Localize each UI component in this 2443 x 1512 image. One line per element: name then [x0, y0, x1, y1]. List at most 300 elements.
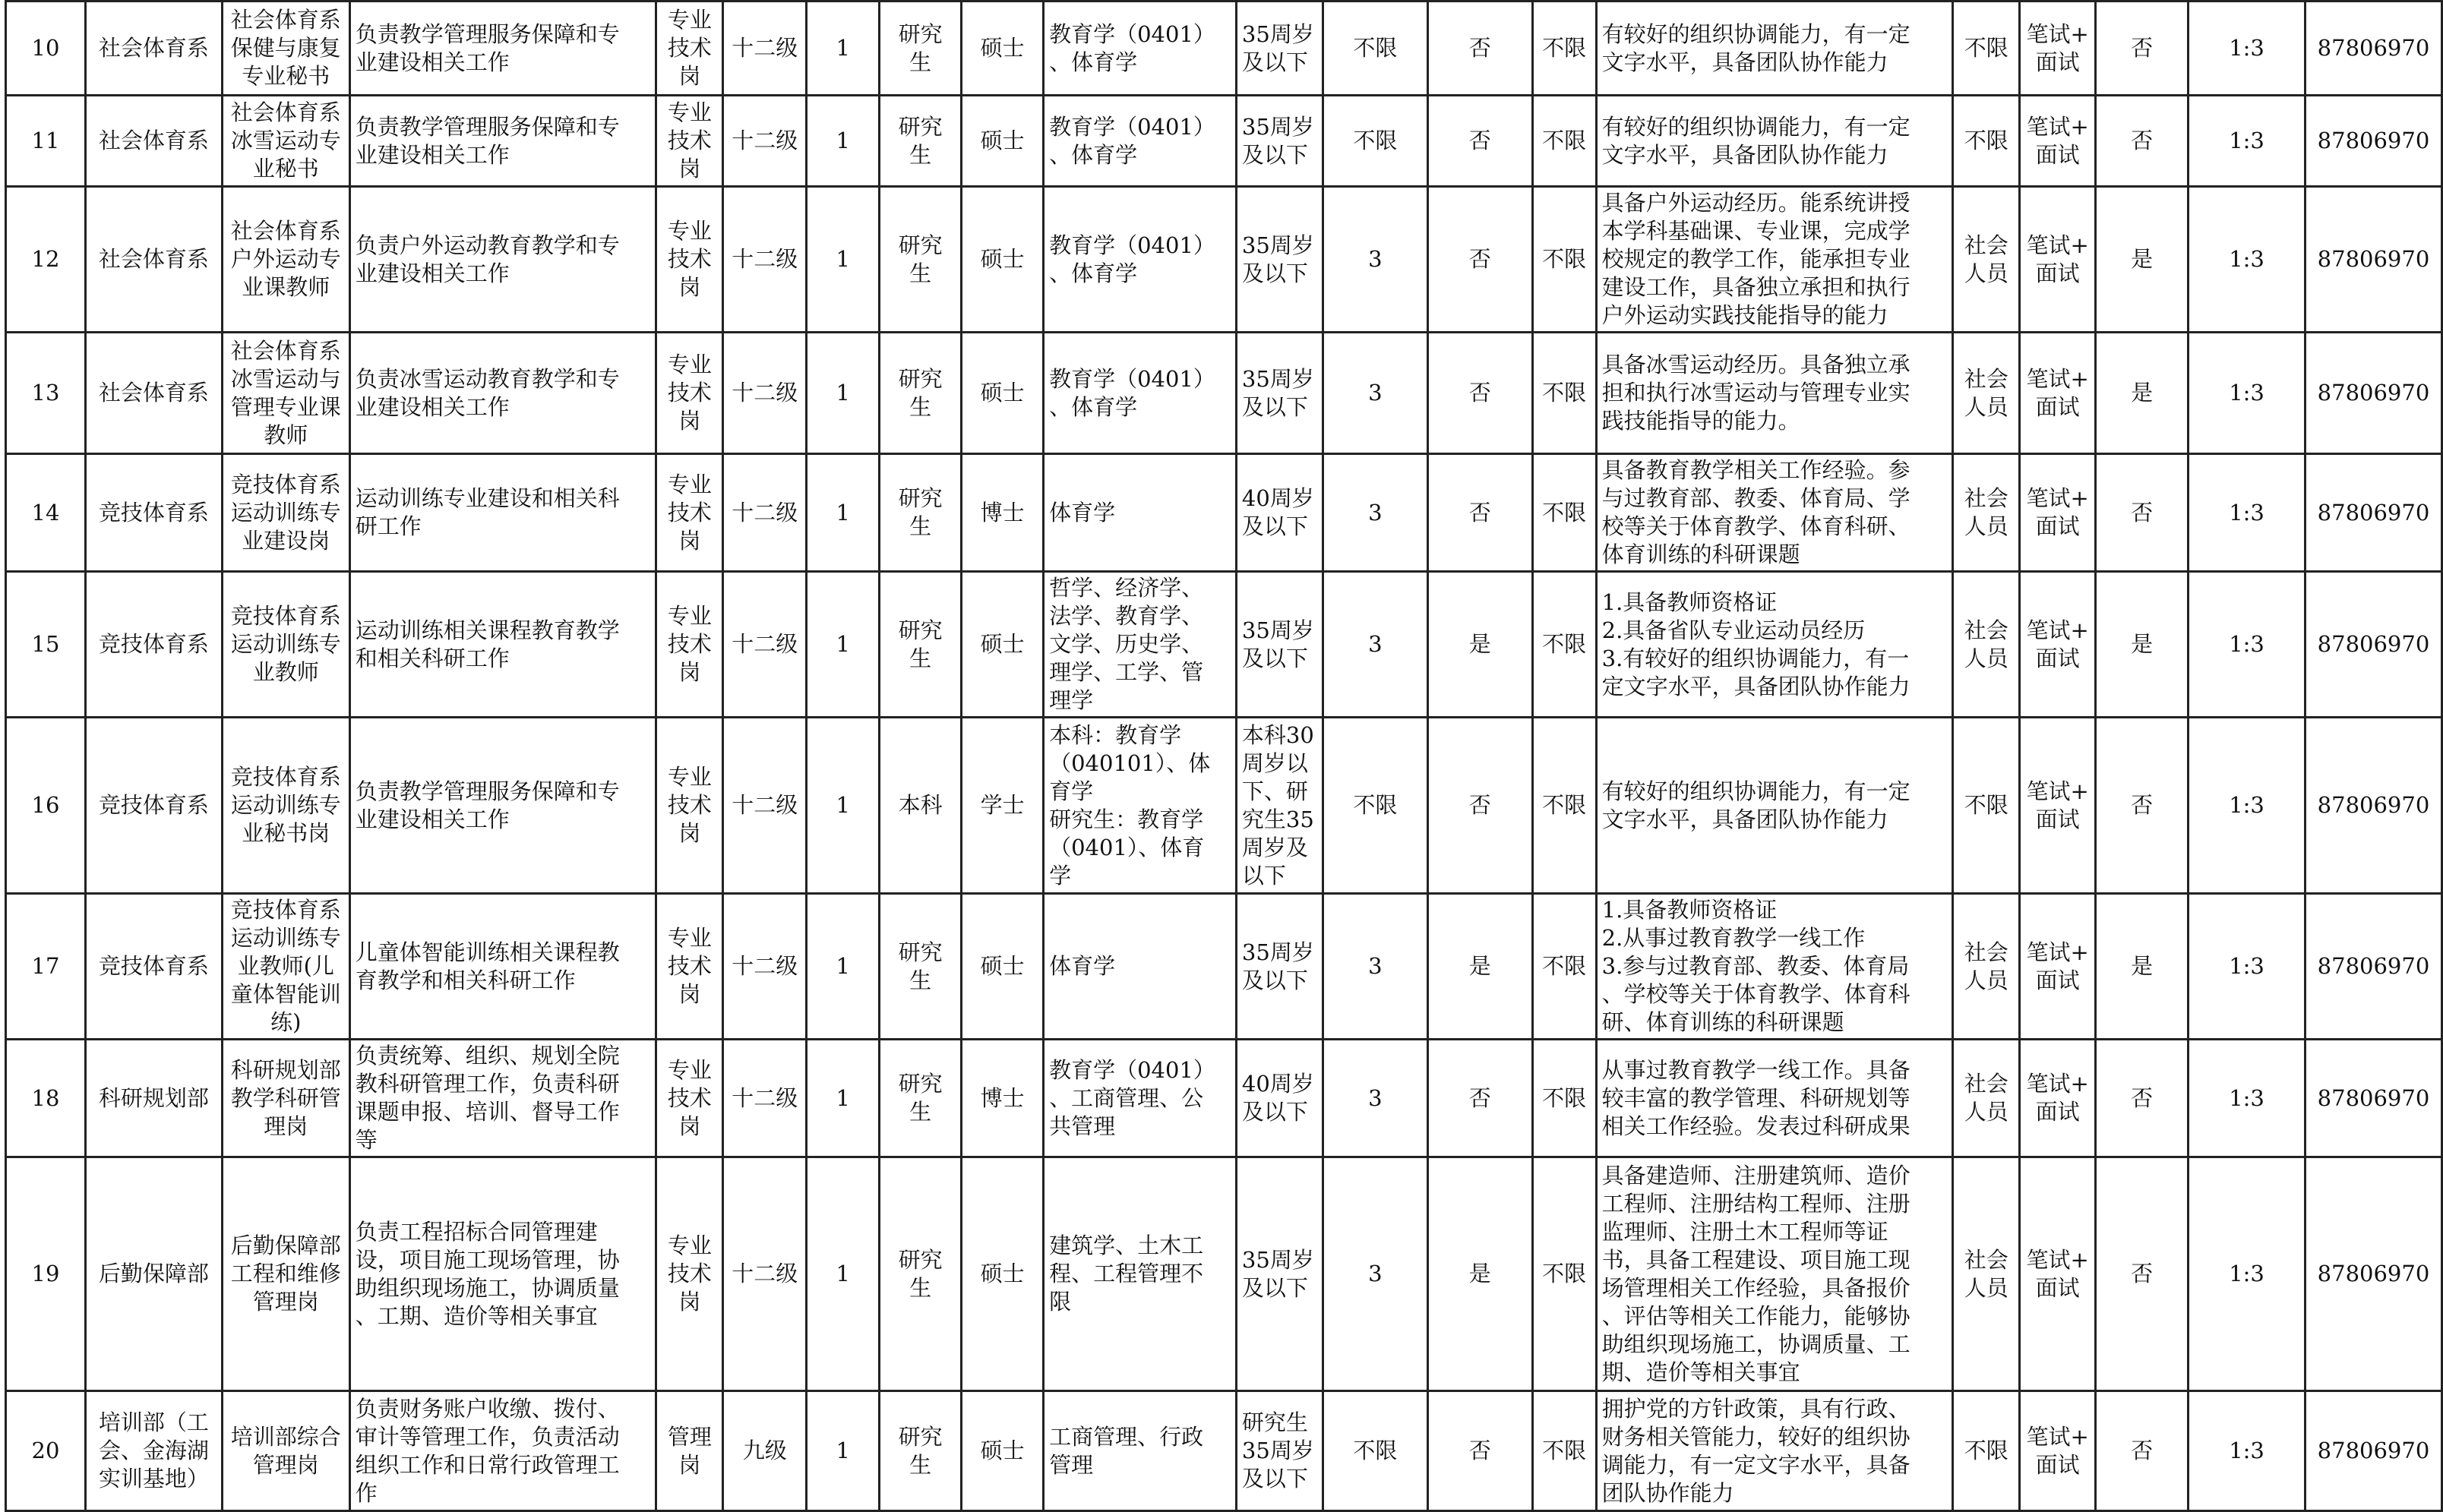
- post-name-cell: [222, 2, 349, 96]
- degree-cell: [962, 96, 1044, 187]
- experience-cell-text: 不限: [1353, 128, 1398, 153]
- age-cell-text: 研究生 35周岁 及以下: [1241, 1409, 1314, 1491]
- major-cell: [1044, 718, 1237, 894]
- phone-cell: [2305, 1157, 2441, 1391]
- post-level-cell: [723, 454, 807, 572]
- gender-cell: [1532, 1391, 1596, 1511]
- post-type-cell: [656, 454, 723, 572]
- gender-cell: [1532, 2, 1596, 96]
- degree-cell-text: 硕士: [980, 631, 1025, 657]
- table-row: [6, 333, 2442, 454]
- post-name-cell: [222, 572, 349, 718]
- other-requirements-cell: [1596, 572, 1953, 718]
- party-member-cell-text: 否: [1468, 35, 1491, 61]
- major-cell-text: 工商管理、行政 管理: [1049, 1423, 1204, 1478]
- gender-cell-text: 不限: [1542, 792, 1587, 818]
- target-group-cell: [1953, 1040, 2020, 1157]
- degree-cell: [962, 454, 1044, 572]
- exam-method-cell-text: 笔试+ 面试: [2026, 113, 2089, 168]
- ratio-cell: [2189, 187, 2306, 333]
- post-level-cell: [723, 894, 807, 1040]
- staffing-cell-text: 否: [2131, 1084, 2154, 1111]
- other-requirements-cell-text: 具备冰雪运动经历。具备独立承 担和执行冰雪运动与管理专业实 践技能指导的能力。: [1601, 352, 1910, 434]
- major-cell-text: 教育学（0401） 、工商管理、公 共管理: [1049, 1056, 1215, 1139]
- post-type-cell-text: 专业 技术 岗: [667, 99, 712, 182]
- post-type-cell: [656, 96, 723, 187]
- phone-cell: [2305, 96, 2441, 187]
- age-cell: [1236, 1040, 1323, 1157]
- row-number-text: 10: [31, 35, 60, 61]
- headcount-cell-text: 1: [836, 35, 850, 61]
- degree-cell-text: 博士: [980, 1084, 1025, 1111]
- post-level-cell-text: 十二级: [732, 1261, 798, 1286]
- target-group-cell-text: 社会 人员: [1964, 1246, 2008, 1301]
- table-row: [6, 572, 2442, 718]
- headcount-cell: [807, 2, 880, 96]
- gender-cell-text: 不限: [1542, 953, 1587, 979]
- target-group-cell: [1953, 333, 2020, 454]
- staffing-cell: [2096, 454, 2189, 572]
- table-row: [6, 187, 2442, 333]
- department-cell-text: 社会体育系: [98, 246, 209, 272]
- age-cell-text: 40周岁 及以下: [1241, 1071, 1314, 1125]
- duty-cell-text: 负责户外运动教育教学和专 业建设相关工作: [355, 232, 620, 286]
- post-name-cell: [222, 894, 349, 1040]
- age-cell: [1236, 1157, 1323, 1391]
- education-cell-text: 研究 生: [898, 113, 943, 168]
- party-member-cell: [1427, 2, 1532, 96]
- row-number-text: 11: [31, 128, 60, 153]
- post-level-cell: [723, 1040, 807, 1157]
- education-cell-text: 研究 生: [898, 1423, 943, 1478]
- duty-cell: [349, 894, 656, 1040]
- duty-cell: [349, 454, 656, 572]
- age-cell: [1236, 2, 1323, 96]
- other-requirements-cell: [1596, 1040, 1953, 1157]
- department-cell-text: 竞技体育系: [98, 631, 209, 657]
- exam-method-cell-text: 笔试+ 面试: [2026, 485, 2089, 539]
- experience-cell: [1323, 894, 1427, 1040]
- table-row: [6, 1391, 2442, 1511]
- department-cell: [85, 572, 222, 718]
- staffing-cell-text: 否: [2131, 128, 2154, 153]
- experience-cell: [1323, 96, 1427, 187]
- post-type-cell-text: 管理 岗: [667, 1423, 712, 1478]
- ratio-cell: [2189, 454, 2306, 572]
- post-level-cell-text: 十二级: [732, 499, 798, 526]
- education-cell-text: 研究 生: [898, 939, 943, 993]
- exam-method-cell-text: 笔试+ 面试: [2026, 778, 2089, 832]
- phone-cell-text: 87806970: [2317, 1261, 2430, 1286]
- major-cell-text: 教育学（0401） 、体育学: [1049, 21, 1215, 75]
- department-cell-text: 竞技体育系: [98, 499, 209, 526]
- education-cell: [880, 187, 962, 333]
- ratio-cell-text: 1:3: [2229, 792, 2264, 818]
- phone-cell: [2305, 454, 2441, 572]
- party-member-cell-text: 是: [1468, 953, 1491, 979]
- age-cell-text: 40周岁 及以下: [1241, 485, 1314, 539]
- post-name-cell-text: 社会体育系 户外运动专 业课教师: [230, 218, 341, 300]
- phone-cell: [2305, 572, 2441, 718]
- phone-cell-text: 87806970: [2317, 499, 2430, 526]
- post-type-cell: [656, 1157, 723, 1391]
- degree-cell: [962, 718, 1044, 894]
- duty-cell: [349, 1391, 656, 1511]
- degree-cell-text: 博士: [980, 499, 1025, 526]
- major-cell: [1044, 96, 1237, 187]
- post-name-cell-text: 竞技体育系 运动训练专 业教师(儿 童体智能训 练): [230, 897, 341, 1035]
- degree-cell-text: 学士: [980, 792, 1025, 818]
- exam-method-cell: [2020, 333, 2096, 454]
- post-type-cell-text: 专业 技术 岗: [667, 218, 712, 300]
- exam-method-cell: [2020, 1391, 2096, 1511]
- target-group-cell-text: 不限: [1964, 128, 2008, 153]
- other-requirements-cell: [1596, 333, 1953, 454]
- phone-cell: [2305, 1040, 2441, 1157]
- duty-cell-text: 负责教学管理服务保障和专 业建设相关工作: [355, 113, 620, 168]
- party-member-cell-text: 否: [1468, 1438, 1491, 1463]
- phone-cell-text: 87806970: [2317, 1438, 2430, 1463]
- staffing-cell-text: 是: [2131, 380, 2154, 406]
- department-cell: [85, 1391, 222, 1511]
- staffing-cell: [2096, 1040, 2189, 1157]
- exam-method-cell-text: 笔试+ 面试: [2026, 232, 2089, 286]
- post-type-cell-text: 专业 技术 岗: [667, 603, 712, 685]
- age-cell-text: 35周岁 及以下: [1241, 21, 1314, 75]
- gender-cell: [1532, 572, 1596, 718]
- party-member-cell: [1427, 1391, 1532, 1511]
- degree-cell-text: 硕士: [980, 1261, 1025, 1286]
- duty-cell-text: 运动训练专业建设和相关科 研工作: [355, 485, 620, 539]
- education-cell-text: 研究 生: [898, 1071, 943, 1125]
- experience-cell-text: 3: [1368, 499, 1383, 526]
- party-member-cell-text: 是: [1468, 631, 1491, 657]
- post-type-cell-text: 专业 技术 岗: [667, 1056, 712, 1139]
- education-cell: [880, 2, 962, 96]
- recruitment-table: [5, 0, 2443, 1512]
- major-cell: [1044, 187, 1237, 333]
- exam-method-cell: [2020, 1157, 2096, 1391]
- party-member-cell-text: 否: [1468, 1084, 1491, 1111]
- degree-cell: [962, 1157, 1044, 1391]
- post-name-cell: [222, 454, 349, 572]
- other-requirements-cell-text: 有较好的组织协调能力，有一定 文字水平，具备团队协作能力: [1601, 21, 1910, 75]
- gender-cell: [1532, 333, 1596, 454]
- department-cell-text: 科研规划部: [98, 1084, 209, 1111]
- headcount-cell: [807, 454, 880, 572]
- post-type-cell: [656, 718, 723, 894]
- row-number-text: 20: [31, 1438, 60, 1463]
- department-cell-text: 后勤保障部: [98, 1261, 209, 1286]
- headcount-cell: [807, 187, 880, 333]
- row-number-text: 12: [31, 246, 60, 272]
- gender-cell-text: 不限: [1542, 1438, 1587, 1463]
- phone-cell: [2305, 333, 2441, 454]
- degree-cell: [962, 333, 1044, 454]
- headcount-cell-text: 1: [836, 128, 850, 153]
- age-cell-text: 35周岁 及以下: [1241, 365, 1314, 420]
- duty-cell: [349, 2, 656, 96]
- staffing-cell-text: 否: [2131, 1438, 2154, 1463]
- post-name-cell: [222, 1391, 349, 1511]
- party-member-cell-text: 是: [1468, 1261, 1491, 1286]
- gender-cell-text: 不限: [1542, 246, 1587, 272]
- target-group-cell: [1953, 894, 2020, 1040]
- duty-cell-text: 儿童体智能训练相关课程教 育教学和相关科研工作: [355, 939, 620, 993]
- phone-cell: [2305, 1391, 2441, 1511]
- age-cell-text: 35周岁 及以下: [1241, 1246, 1314, 1301]
- other-requirements-cell-text: 具备建造师、注册建筑师、造价 工程师、注册结构工程师、注册 监理师、注册土木工程师等证 书，具备工程建设、项目施工现 场管理相关工作经验，具备报价 、评估等相关工作能力，能够协 助组织现场施工，协调质量、工 期、造价等相关事宜: [1601, 1162, 1910, 1385]
- gender-cell: [1532, 894, 1596, 1040]
- other-requirements-cell-text: 具备教育教学相关工作经验。参 与过教育部、教委、体育局、学 校等关于体育教学、体育科研、 体育训练的科研课题: [1601, 457, 1910, 567]
- education-cell: [880, 454, 962, 572]
- row-number: [6, 894, 86, 1040]
- exam-method-cell-text: 笔试+ 面试: [2026, 365, 2089, 420]
- staffing-cell-text: 是: [2131, 953, 2154, 979]
- major-cell-text: 教育学（0401） 、体育学: [1049, 232, 1215, 286]
- exam-method-cell: [2020, 2, 2096, 96]
- table-row: [6, 1040, 2442, 1157]
- post-name-cell-text: 竞技体育系 运动训练专 业秘书岗: [230, 764, 341, 846]
- staffing-cell: [2096, 333, 2189, 454]
- row-number: [6, 2, 86, 96]
- headcount-cell-text: 1: [836, 499, 850, 526]
- exam-method-cell: [2020, 96, 2096, 187]
- headcount-cell-text: 1: [836, 631, 850, 657]
- post-type-cell-text: 专业 技术 岗: [667, 925, 712, 1007]
- age-cell: [1236, 187, 1323, 333]
- degree-cell-text: 硕士: [980, 35, 1025, 61]
- phone-cell: [2305, 894, 2441, 1040]
- target-group-cell-text: 不限: [1964, 792, 2008, 818]
- ratio-cell-text: 1:3: [2229, 953, 2264, 979]
- exam-method-cell: [2020, 454, 2096, 572]
- duty-cell: [349, 96, 656, 187]
- ratio-cell-text: 1:3: [2229, 1438, 2264, 1463]
- table-row: [6, 718, 2442, 894]
- post-type-cell-text: 专业 技术 岗: [667, 764, 712, 846]
- exam-method-cell-text: 笔试+ 面试: [2026, 21, 2089, 75]
- target-group-cell: [1953, 572, 2020, 718]
- post-level-cell: [723, 333, 807, 454]
- post-type-cell: [656, 572, 723, 718]
- major-cell: [1044, 1040, 1237, 1157]
- staffing-cell-text: 否: [2131, 35, 2154, 61]
- staffing-cell-text: 是: [2131, 631, 2154, 657]
- degree-cell: [962, 1040, 1044, 1157]
- other-requirements-cell: [1596, 1157, 1953, 1391]
- duty-cell-text: 负责教学管理服务保障和专 业建设相关工作: [355, 21, 620, 75]
- post-type-cell-text: 专业 技术 岗: [667, 7, 712, 89]
- ratio-cell-text: 1:3: [2229, 128, 2264, 153]
- party-member-cell: [1427, 572, 1532, 718]
- post-type-cell: [656, 894, 723, 1040]
- table-row: [6, 454, 2442, 572]
- party-member-cell: [1427, 187, 1532, 333]
- post-name-cell: [222, 187, 349, 333]
- department-cell: [85, 96, 222, 187]
- other-requirements-cell: [1596, 2, 1953, 96]
- experience-cell-text: 3: [1368, 380, 1383, 406]
- age-cell: [1236, 96, 1323, 187]
- experience-cell: [1323, 1040, 1427, 1157]
- exam-method-cell: [2020, 718, 2096, 894]
- row-number: [6, 1391, 86, 1511]
- degree-cell-text: 硕士: [980, 380, 1025, 406]
- phone-cell: [2305, 718, 2441, 894]
- row-number: [6, 718, 86, 894]
- post-name-cell-text: 社会体育系 冰雪运动专 业秘书: [230, 99, 341, 182]
- headcount-cell-text: 1: [836, 1084, 850, 1111]
- other-requirements-cell-text: 拥护党的方针政策，具有行政、 财务相关管能力，较好的组织协 调能力，有一定文字水平，具备 团队协作能力: [1601, 1395, 1910, 1506]
- experience-cell: [1323, 572, 1427, 718]
- party-member-cell-text: 否: [1468, 380, 1491, 406]
- row-number: [6, 96, 86, 187]
- degree-cell: [962, 1391, 1044, 1511]
- other-requirements-cell: [1596, 718, 1953, 894]
- degree-cell-text: 硕士: [980, 1438, 1025, 1463]
- degree-cell: [962, 2, 1044, 96]
- target-group-cell: [1953, 96, 2020, 187]
- education-cell: [880, 1040, 962, 1157]
- table-row: [6, 1157, 2442, 1391]
- exam-method-cell-text: 笔试+ 面试: [2026, 1246, 2089, 1301]
- post-level-cell-text: 十二级: [732, 631, 798, 657]
- table-row: [6, 2, 2442, 96]
- party-member-cell: [1427, 333, 1532, 454]
- major-cell-text: 本科：教育学 （040101）、体 育学 研究生：教育学 （0401）、体育 学: [1049, 721, 1211, 889]
- education-cell: [880, 718, 962, 894]
- post-type-cell-text: 专业 技术 岗: [667, 1233, 712, 1315]
- experience-cell: [1323, 2, 1427, 96]
- staffing-cell: [2096, 718, 2189, 894]
- target-group-cell-text: 社会 人员: [1964, 232, 2008, 286]
- post-type-cell: [656, 1040, 723, 1157]
- row-number-text: 14: [31, 499, 60, 526]
- age-cell: [1236, 572, 1323, 718]
- ratio-cell: [2189, 1391, 2306, 1511]
- gender-cell: [1532, 718, 1596, 894]
- ratio-cell-text: 1:3: [2229, 631, 2264, 657]
- major-cell: [1044, 1391, 1237, 1511]
- ratio-cell-text: 1:3: [2229, 35, 2264, 61]
- post-name-cell: [222, 718, 349, 894]
- department-cell: [85, 187, 222, 333]
- post-type-cell: [656, 1391, 723, 1511]
- age-cell: [1236, 718, 1323, 894]
- headcount-cell-text: 1: [836, 380, 850, 406]
- age-cell-text: 35周岁 及以下: [1241, 113, 1314, 168]
- education-cell-text: 研究 生: [898, 232, 943, 286]
- ratio-cell: [2189, 96, 2306, 187]
- age-cell: [1236, 1391, 1323, 1511]
- gender-cell: [1532, 96, 1596, 187]
- experience-cell-text: 不限: [1353, 1438, 1398, 1463]
- department-cell: [85, 718, 222, 894]
- other-requirements-cell-text: 从事过教育教学一线工作。具备 较丰富的教学管理、科研规划等 相关工作经验。发表过科研成果: [1601, 1056, 1910, 1139]
- experience-cell-text: 3: [1368, 1084, 1383, 1111]
- staffing-cell: [2096, 2, 2189, 96]
- other-requirements-cell: [1596, 894, 1953, 1040]
- exam-method-cell-text: 笔试+ 面试: [2026, 1423, 2089, 1478]
- major-cell: [1044, 454, 1237, 572]
- age-cell-text: 35周岁 及以下: [1241, 939, 1314, 993]
- education-cell-text: 研究 生: [898, 485, 943, 539]
- post-level-cell: [723, 2, 807, 96]
- degree-cell: [962, 187, 1044, 333]
- post-type-cell: [656, 333, 723, 454]
- exam-method-cell: [2020, 572, 2096, 718]
- post-name-cell: [222, 96, 349, 187]
- post-type-cell: [656, 187, 723, 333]
- target-group-cell: [1953, 2, 2020, 96]
- other-requirements-cell-text: 有较好的组织协调能力，有一定 文字水平，具备团队协作能力: [1601, 778, 1910, 832]
- post-level-cell-text: 十二级: [732, 792, 798, 818]
- phone-cell-text: 87806970: [2317, 380, 2430, 406]
- education-cell-text: 本科: [898, 792, 943, 818]
- post-level-cell-text: 九级: [742, 1438, 787, 1463]
- phone-cell: [2305, 187, 2441, 333]
- other-requirements-cell: [1596, 1391, 1953, 1511]
- target-group-cell: [1953, 454, 2020, 572]
- duty-cell-text: 负责统筹、组织、规划全院 教科研管理工作，负责科研 课题申报、培训、督导工作 等: [355, 1043, 620, 1153]
- staffing-cell: [2096, 1157, 2189, 1391]
- staffing-cell: [2096, 572, 2189, 718]
- row-number-text: 17: [31, 953, 60, 979]
- department-cell-text: 社会体育系: [98, 128, 209, 153]
- party-member-cell-text: 否: [1468, 499, 1491, 526]
- ratio-cell-text: 1:3: [2229, 380, 2264, 406]
- duty-cell: [349, 718, 656, 894]
- exam-method-cell-text: 笔试+ 面试: [2026, 1071, 2089, 1125]
- phone-cell-text: 87806970: [2317, 246, 2430, 272]
- major-cell: [1044, 333, 1237, 454]
- headcount-cell-text: 1: [836, 246, 850, 272]
- major-cell: [1044, 572, 1237, 718]
- other-requirements-cell-text: 1.具备教师资格证 2.具备省队专业运动员经历 3.有较好的组织协调能力，有一 定文字水平，具备团队协作能力: [1601, 589, 1910, 699]
- major-cell-text: 体育学: [1049, 953, 1116, 979]
- department-cell-text: 竞技体育系: [98, 792, 209, 818]
- party-member-cell-text: 否: [1468, 128, 1491, 153]
- experience-cell: [1323, 1391, 1427, 1511]
- phone-cell-text: 87806970: [2317, 1084, 2430, 1111]
- education-cell: [880, 333, 962, 454]
- duty-cell-text: 负责教学管理服务保障和专 业建设相关工作: [355, 778, 620, 832]
- target-group-cell: [1953, 187, 2020, 333]
- post-name-cell-text: 社会体育系 冰雪运动与 管理专业课 教师: [230, 337, 341, 448]
- gender-cell: [1532, 187, 1596, 333]
- row-number: [6, 572, 86, 718]
- duty-cell: [349, 1040, 656, 1157]
- age-cell: [1236, 333, 1323, 454]
- major-cell-text: 教育学（0401） 、体育学: [1049, 365, 1215, 420]
- gender-cell-text: 不限: [1542, 35, 1587, 61]
- post-name-cell-text: 科研规划部 教学科研管 理岗: [230, 1056, 341, 1139]
- major-cell-text: 哲学、经济学、 法学、教育学、 文学、历史学、 理学、工学、管 理学: [1049, 575, 1204, 713]
- ratio-cell: [2189, 718, 2306, 894]
- duty-cell-text: 负责财务账户收缴、拨付、 审计等管理工作，负责活动 组织工作和日常行政管理工 作: [355, 1395, 620, 1506]
- education-cell-text: 研究 生: [898, 617, 943, 671]
- headcount-cell: [807, 1391, 880, 1511]
- exam-method-cell-text: 笔试+ 面试: [2026, 939, 2089, 993]
- table-row: [6, 96, 2442, 187]
- post-name-cell: [222, 1157, 349, 1391]
- experience-cell-text: 3: [1368, 246, 1383, 272]
- party-member-cell: [1427, 1157, 1532, 1391]
- row-number-text: 13: [31, 380, 60, 406]
- post-level-cell: [723, 187, 807, 333]
- target-group-cell-text: 社会 人员: [1964, 365, 2008, 420]
